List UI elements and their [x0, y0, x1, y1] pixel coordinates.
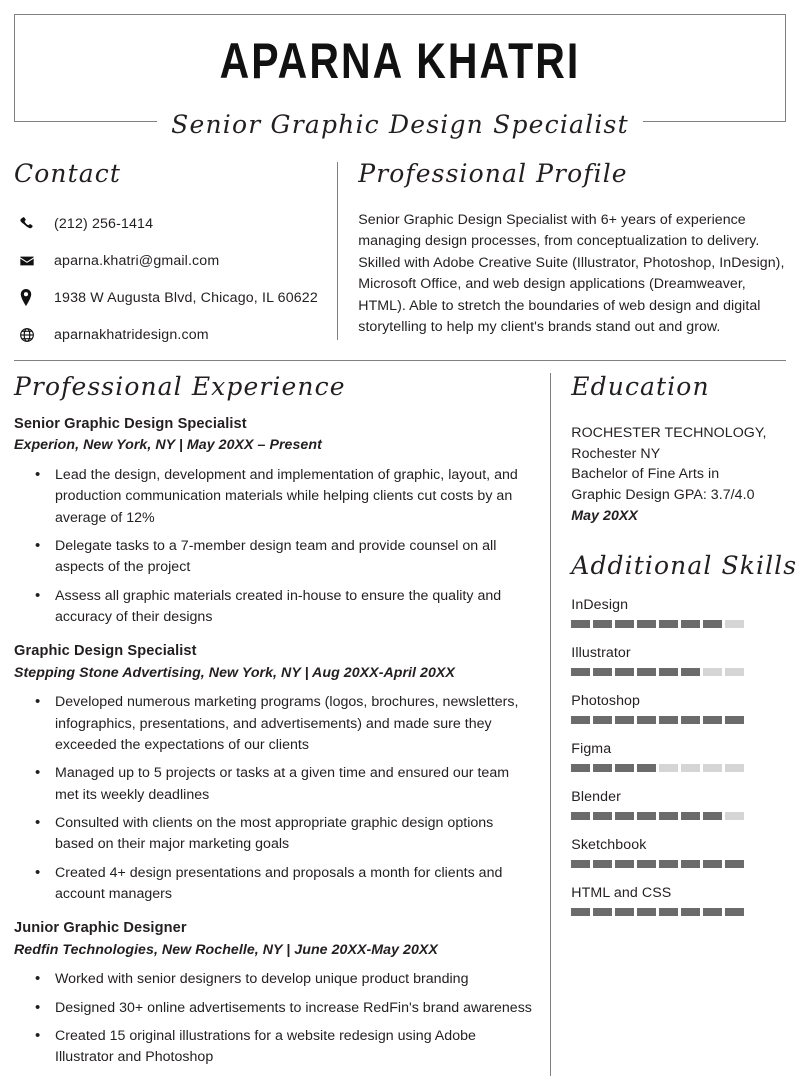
phone-icon — [14, 216, 44, 231]
candidate-name: APARNA KHATRI — [219, 33, 581, 89]
skill-segment-filled — [571, 812, 590, 820]
skill-segment-filled — [703, 860, 722, 868]
contact-item-website[interactable] — [14, 325, 323, 345]
skill-label: InDesign — [571, 596, 629, 613]
skill-item — [571, 837, 797, 868]
lower-section — [14, 372, 798, 1075]
skill-segment-filled — [659, 668, 678, 676]
skill-item — [571, 789, 797, 820]
skill-rating-bar — [571, 860, 797, 868]
skill-segment-filled — [703, 716, 722, 724]
skill-segment-filled — [615, 860, 634, 868]
experience-job — [14, 415, 534, 628]
job-bullet: • Consulted with clients on the most appropriate graphic design options based on their major marketing goals — [54, 813, 534, 856]
skill-segment-filled — [659, 812, 678, 820]
skill-segment-filled — [725, 716, 744, 724]
skill-segment-filled — [593, 620, 612, 628]
job-bullet: • Created 4+ design presentations and proposals a month for clients and account managers — [54, 863, 534, 906]
skill-segment-empty — [703, 764, 722, 772]
candidate-title: Senior Graphic Design Specialist — [157, 110, 643, 139]
education-date: May 20XX — [571, 507, 638, 524]
education-entry — [571, 423, 797, 527]
education-degree-line: Bachelor of Fine Arts in — [571, 466, 720, 483]
job-bullet-list — [14, 969, 534, 1068]
experience-section — [14, 373, 550, 1075]
contact-phone-value: (212) 256-1414 — [54, 215, 154, 232]
skill-item — [571, 885, 797, 916]
skill-rating-bar — [571, 764, 797, 772]
skill-rating-bar — [571, 716, 797, 724]
job-bullet: • Designed 30+ online advertisements to increase RedFin's brand awareness — [54, 998, 534, 1019]
profile-text: Senior Graphic Design Specialist with 6+ years of experience managing design processes, from conceptualization to delivery. Skilled with Adobe Creative Suite (Illustrator, Photoshop, InDesign), Microsoft Office, and web design applications (Dreamweaver, HTML). Able to stretch the boundaries of web design and digital storytelling to help my client's brands stand out and grow. — [358, 211, 785, 336]
skill-segment-filled — [571, 716, 590, 724]
skill-segment-empty — [659, 764, 678, 772]
skill-segment-filled — [725, 908, 744, 916]
job-meta: Experion, New York, NY | May 20XX – Present — [14, 437, 322, 454]
experience-heading: Professional Experience — [14, 372, 346, 402]
experience-job — [14, 642, 534, 905]
skill-rating-bar — [571, 908, 797, 916]
contact-item-address[interactable] — [14, 288, 323, 308]
skill-segment-filled — [593, 764, 612, 772]
skill-item — [571, 597, 797, 628]
contact-address-value: 1938 W Augusta Blvd, Chicago, IL 60622 — [54, 289, 318, 306]
job-title: Junior Graphic Designer — [14, 920, 187, 937]
skill-segment-empty — [725, 812, 744, 820]
education-city-line: Rochester NY — [571, 445, 661, 462]
job-bullet: • Managed up to 5 projects or tasks at a given time and ensured our team met its weekly deadlines — [54, 763, 534, 806]
skill-segment-filled — [615, 812, 634, 820]
resume-header — [14, 14, 786, 139]
skill-segment-filled — [681, 620, 700, 628]
job-meta: Stepping Stone Advertising, New York, NY | Aug 20XX-April 20XX — [14, 664, 455, 681]
skill-segment-filled — [615, 716, 634, 724]
globe-icon — [14, 327, 44, 343]
skill-label: Figma — [571, 740, 612, 757]
job-bullet: • Developed numerous marketing programs (logos, brochures, newsletters, infographics, presentations, and advertisements) and made sure they exceeded the expectations of our clients — [54, 692, 534, 756]
skill-segment-filled — [571, 620, 590, 628]
skill-segment-filled — [659, 620, 678, 628]
skill-segment-filled — [703, 812, 722, 820]
skill-segment-filled — [681, 668, 700, 676]
contact-section — [14, 160, 337, 346]
skill-segment-filled — [593, 908, 612, 916]
experience-job — [14, 919, 534, 1068]
skill-segment-filled — [681, 812, 700, 820]
job-bullet: • Lead the design, development and implementation of graphic, layout, and production communication materials while helping clients cut costs by an average of 12% — [54, 465, 534, 529]
section-divider — [14, 360, 786, 361]
skill-segment-filled — [703, 908, 722, 916]
skill-rating-bar — [571, 812, 797, 820]
skill-segment-empty — [703, 668, 722, 676]
skill-segment-filled — [571, 860, 590, 868]
skill-segment-filled — [637, 860, 656, 868]
skill-segment-filled — [681, 908, 700, 916]
education-school-line: ROCHESTER TECHNOLOGY, — [571, 424, 767, 441]
skill-label: Sketchbook — [571, 836, 647, 853]
job-bullet: • Created 15 original illustrations for a website redesign using Adobe Illustrator and Photoshop — [54, 1026, 534, 1069]
contact-item-email[interactable] — [14, 251, 323, 271]
skill-segment-filled — [659, 860, 678, 868]
job-bullet: • Delegate tasks to a 7-member design team and provide counsel on all aspects of the project — [54, 536, 534, 579]
skill-segment-filled — [637, 620, 656, 628]
skill-segment-filled — [615, 620, 634, 628]
job-meta: Redfin Technologies, New Rochelle, NY | June 20XX-May 20XX — [14, 941, 438, 958]
upper-section — [14, 160, 786, 346]
skill-segment-filled — [571, 764, 590, 772]
skill-segment-filled — [637, 908, 656, 916]
skill-segment-filled — [615, 668, 634, 676]
skill-segment-filled — [725, 860, 744, 868]
skill-segment-filled — [571, 908, 590, 916]
job-bullet-list — [14, 465, 534, 628]
skill-segment-filled — [703, 620, 722, 628]
skill-segment-filled — [593, 860, 612, 868]
skill-segment-empty — [725, 668, 744, 676]
profile-heading: Professional Profile — [358, 159, 628, 188]
skill-label: Photoshop — [571, 692, 641, 709]
job-title: Senior Graphic Design Specialist — [14, 415, 247, 432]
skill-item — [571, 741, 797, 772]
profile-section — [338, 160, 786, 346]
job-bullet: • Worked with senior designers to develop unique product branding — [54, 969, 534, 990]
skill-segment-filled — [593, 812, 612, 820]
skill-label: Blender — [571, 788, 621, 805]
skill-segment-filled — [637, 668, 656, 676]
skill-segment-filled — [615, 764, 634, 772]
location-pin-icon — [14, 289, 44, 306]
contact-heading: Contact — [14, 159, 121, 188]
skill-segment-empty — [681, 764, 700, 772]
contact-email-value: aparna.khatri@gmail.com — [54, 252, 220, 269]
skill-segment-filled — [659, 908, 678, 916]
skill-rating-bar — [571, 620, 797, 628]
skill-segment-filled — [593, 716, 612, 724]
email-icon — [14, 253, 44, 269]
skill-segment-filled — [637, 812, 656, 820]
skill-label: Illustrator — [571, 644, 631, 661]
skill-rating-bar — [571, 668, 797, 676]
education-heading: Education — [571, 372, 710, 402]
candidate-title-row — [14, 110, 786, 139]
contact-website-value: aparnakhatridesign.com — [54, 326, 209, 343]
job-title: Graphic Design Specialist — [14, 643, 197, 660]
skill-segment-empty — [725, 764, 744, 772]
skill-label: HTML and CSS — [571, 884, 672, 901]
skill-segment-empty — [725, 620, 744, 628]
skill-segment-filled — [659, 716, 678, 724]
contact-list — [14, 214, 323, 345]
job-bullet: • Assess all graphic materials created in-house to ensure the quality and accuracy of their designs — [54, 586, 534, 629]
skill-segment-filled — [571, 668, 590, 676]
skill-segment-filled — [615, 908, 634, 916]
skill-segment-filled — [593, 668, 612, 676]
skill-segment-filled — [681, 716, 700, 724]
skill-segment-filled — [681, 860, 700, 868]
job-bullet-list — [14, 692, 534, 905]
sidebar-section — [551, 373, 797, 1075]
skills-heading: Additional Skills — [571, 551, 798, 581]
contact-item-phone[interactable] — [14, 214, 323, 234]
skill-segment-filled — [637, 716, 656, 724]
education-gpa-line: Graphic Design GPA: 3.7/4.0 — [571, 487, 755, 503]
skill-segment-filled — [637, 764, 656, 772]
skill-item — [571, 693, 797, 724]
skill-item — [571, 645, 797, 676]
